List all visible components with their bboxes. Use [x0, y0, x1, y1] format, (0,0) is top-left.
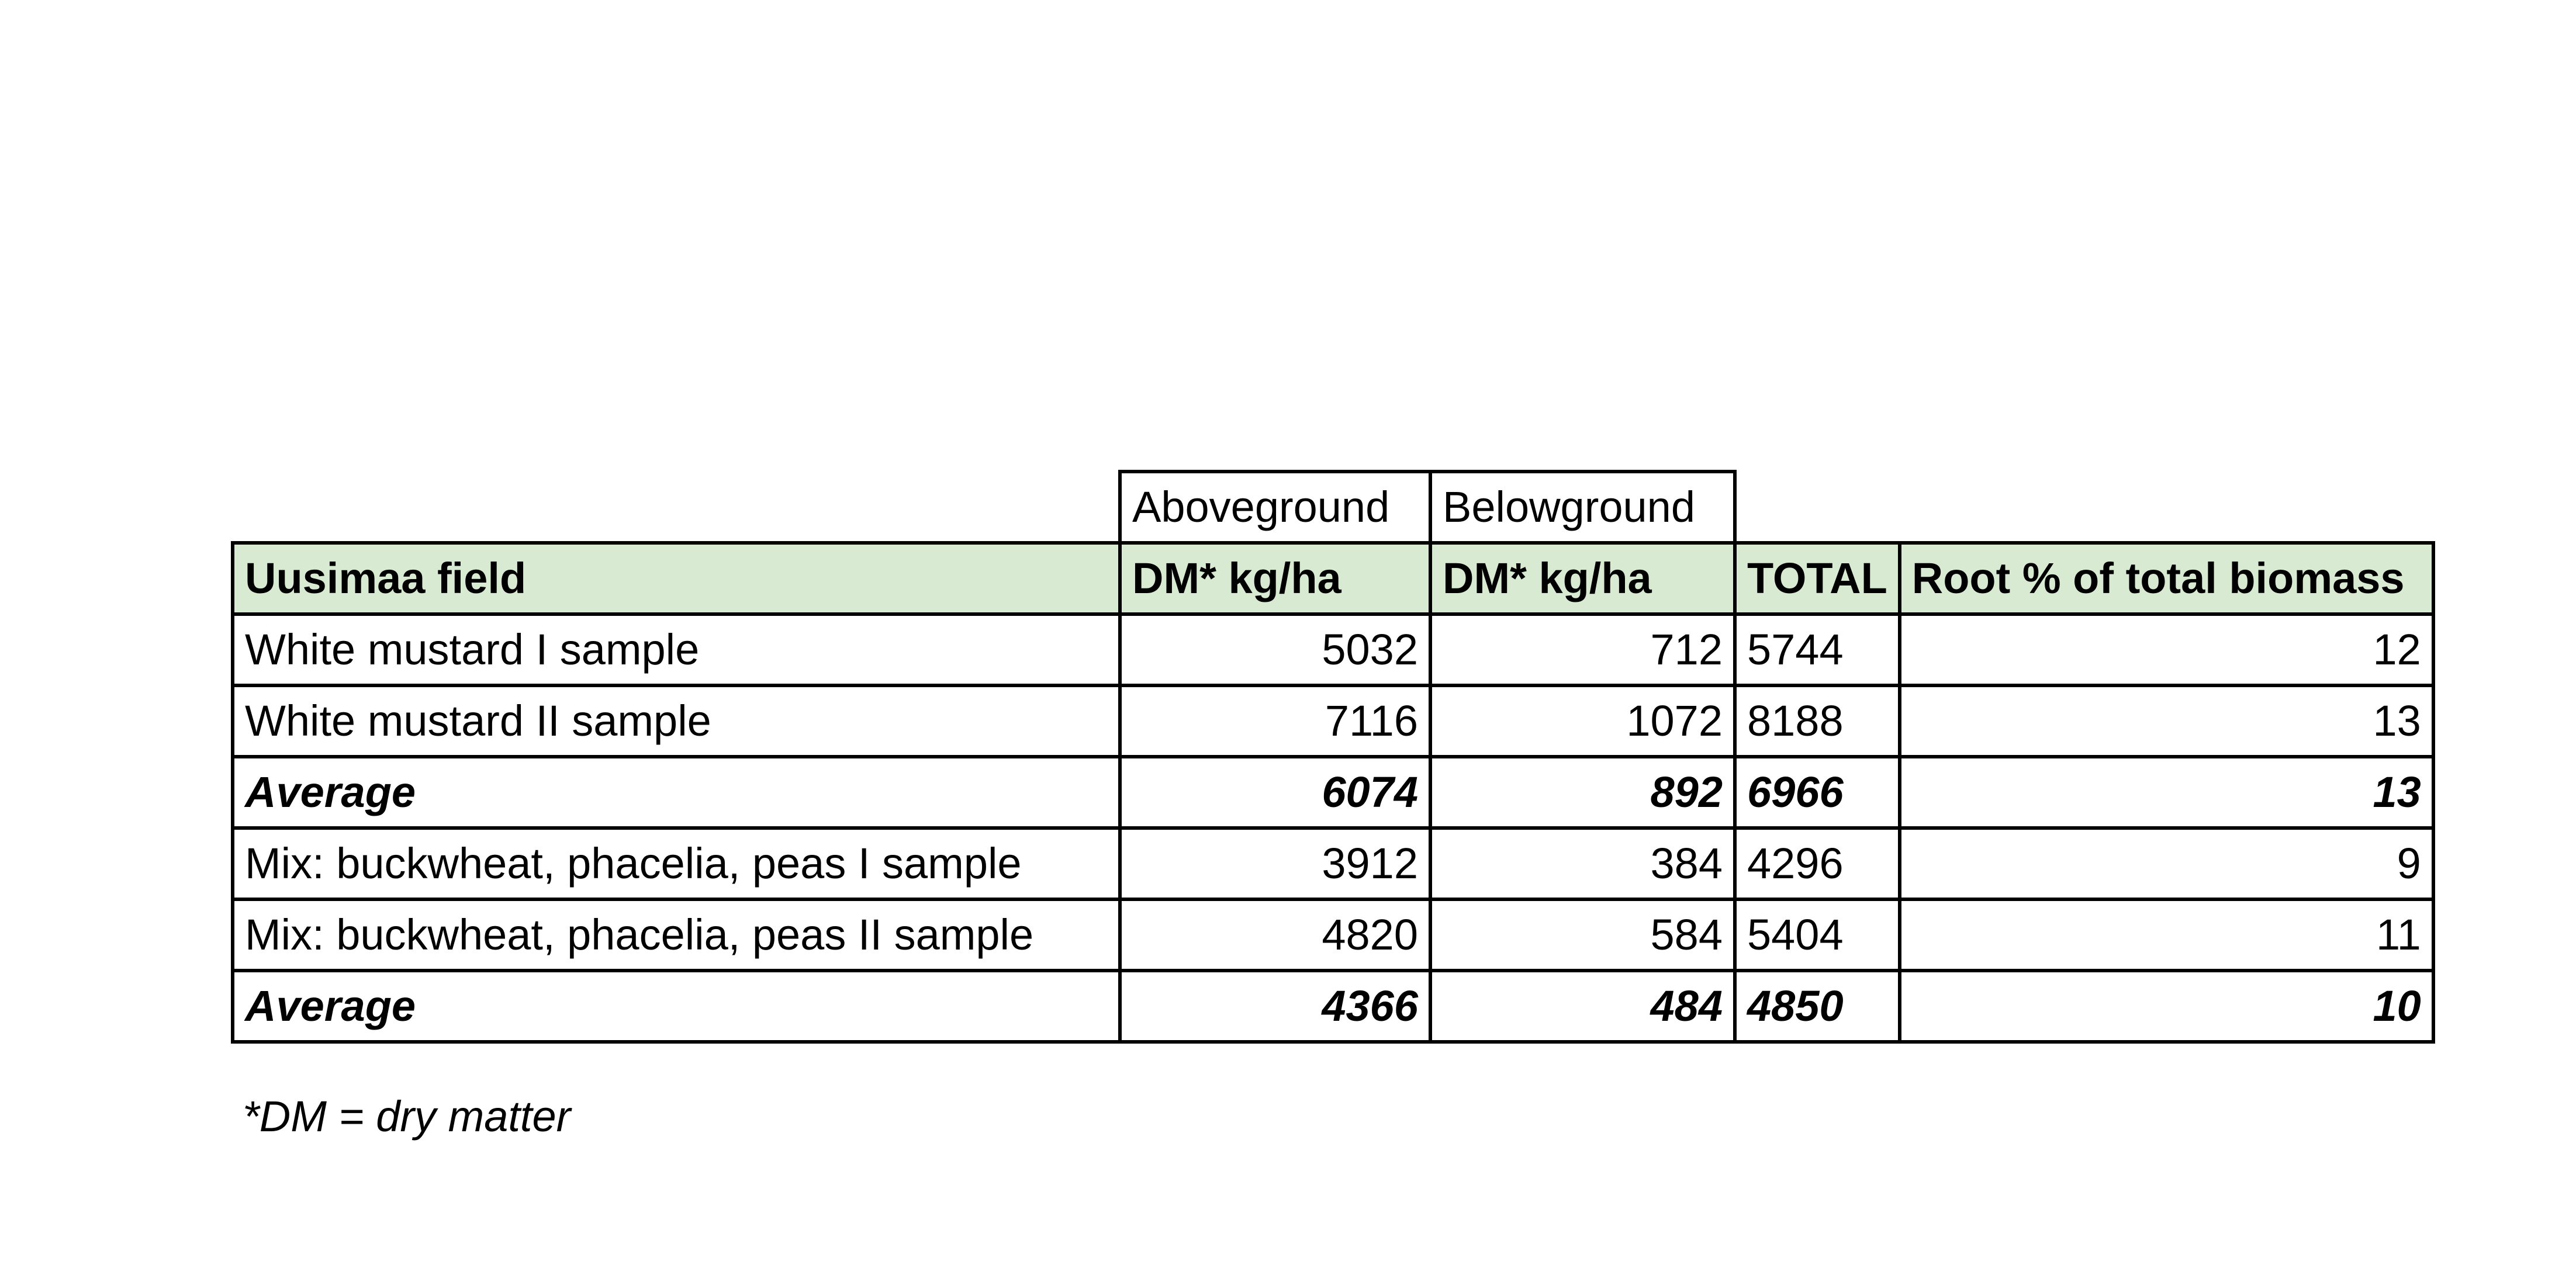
total-value: 5744	[1735, 614, 1900, 685]
super-header-spacer	[1735, 472, 1900, 543]
column-header-root-percent: Root % of total biomass	[1900, 543, 2433, 614]
column-header-field: Uusimaa field	[233, 543, 1120, 614]
column-header-row	[233, 543, 2433, 614]
super-header-spacer	[233, 472, 1120, 543]
footnote: *DM = dry matter	[243, 1092, 571, 1141]
root-percent-value: 10	[1900, 971, 2433, 1042]
average-row	[233, 971, 2433, 1042]
belowground-value: 892	[1430, 757, 1735, 828]
total-value: 6966	[1735, 757, 1900, 828]
table-row	[233, 828, 2433, 899]
average-row	[233, 757, 2433, 828]
column-header-total: TOTAL	[1735, 543, 1900, 614]
table-row	[233, 899, 2433, 971]
aboveground-value: 4366	[1120, 971, 1430, 1042]
column-header-aboveground-dm: DM* kg/ha	[1120, 543, 1430, 614]
belowground-value: 384	[1430, 828, 1735, 899]
row-label: Average	[233, 757, 1120, 828]
aboveground-value: 3912	[1120, 828, 1430, 899]
belowground-value: 1072	[1430, 685, 1735, 757]
super-header-aboveground: Aboveground	[1120, 472, 1430, 543]
row-label: Mix: buckwheat, phacelia, peas I sample	[233, 828, 1120, 899]
row-label: Mix: buckwheat, phacelia, peas II sample	[233, 899, 1120, 971]
super-header-spacer	[1900, 472, 2433, 543]
table-row	[233, 685, 2433, 757]
total-value: 5404	[1735, 899, 1900, 971]
total-value: 4296	[1735, 828, 1900, 899]
super-header-belowground: Belowground	[1430, 472, 1735, 543]
belowground-value: 484	[1430, 971, 1735, 1042]
root-percent-value: 13	[1900, 757, 2433, 828]
aboveground-value: 4820	[1120, 899, 1430, 971]
column-header-belowground-dm: DM* kg/ha	[1430, 543, 1735, 614]
total-value: 4850	[1735, 971, 1900, 1042]
biomass-table	[231, 470, 2435, 1044]
belowground-value: 584	[1430, 899, 1735, 971]
aboveground-value: 5032	[1120, 614, 1430, 685]
total-value: 8188	[1735, 685, 1900, 757]
root-percent-value: 11	[1900, 899, 2433, 971]
biomass-table-container	[231, 470, 2435, 1044]
row-label: White mustard I sample	[233, 614, 1120, 685]
super-header-row	[233, 472, 2433, 543]
belowground-value: 712	[1430, 614, 1735, 685]
root-percent-value: 13	[1900, 685, 2433, 757]
row-label: Average	[233, 971, 1120, 1042]
aboveground-value: 7116	[1120, 685, 1430, 757]
root-percent-value: 12	[1900, 614, 2433, 685]
row-label: White mustard II sample	[233, 685, 1120, 757]
aboveground-value: 6074	[1120, 757, 1430, 828]
table-row	[233, 614, 2433, 685]
root-percent-value: 9	[1900, 828, 2433, 899]
